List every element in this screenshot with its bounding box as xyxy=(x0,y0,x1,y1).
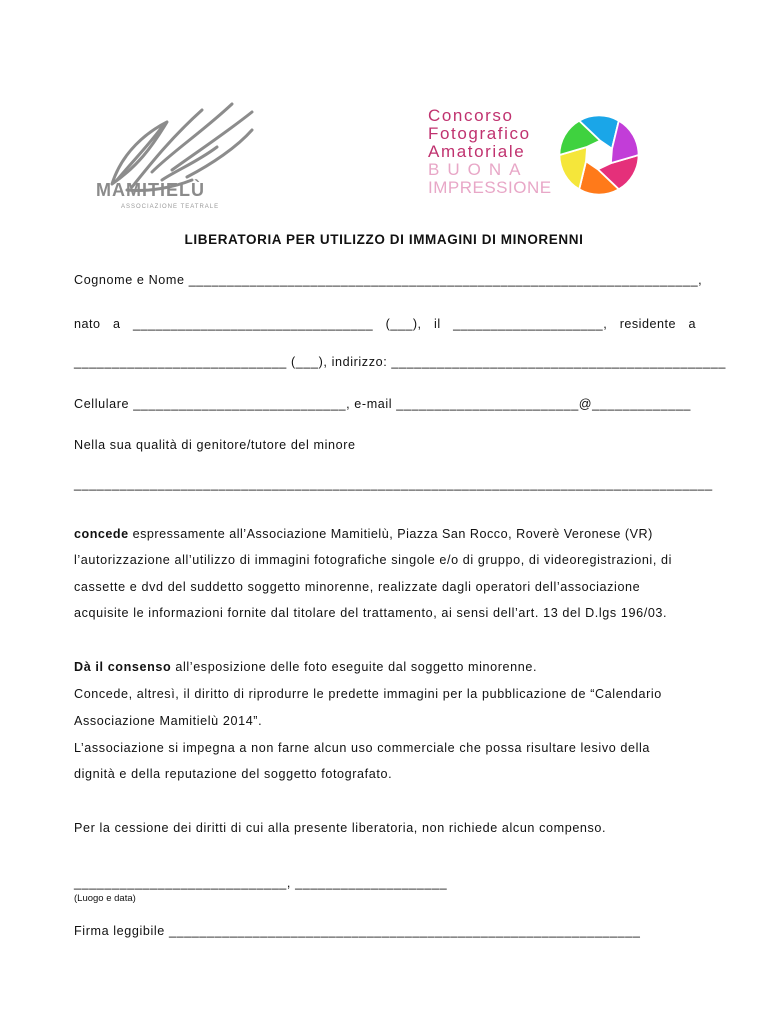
aperture-center xyxy=(587,143,610,166)
name-field-line: Cognome e Nome ___________________________________________________________________, xyxy=(74,273,703,287)
paragraph-1-line-4: acquisite le informazioni fornite dal titolare del trattamento, ai sensi dell’art. 13 del D.lgs 196/03. xyxy=(74,606,668,620)
paragraph-3: Per la cessione dei diritti di cui alla presente liberatoria, non richiede alcun compenso. xyxy=(74,821,607,835)
concede-lead: concede xyxy=(74,527,129,541)
paragraph-2-line-5: dignità e della reputazione del soggetto fotografato. xyxy=(74,767,393,781)
minor-name-field-line: ____________________________________________________________________________________ xyxy=(74,477,713,491)
paragraph-2-line-3: Associazione Mamitielù 2014”. xyxy=(74,714,263,728)
mamitielu-logo-subtitle: ASSOCIAZIONE TEATRALE xyxy=(121,204,220,210)
phone-email-field-line: Cellulare ____________________________, e-mail ________________________@_____________ xyxy=(74,397,692,411)
contest-logo-line-1: Concorso xyxy=(428,106,514,125)
contest-logo-line-3: Amatoriale xyxy=(428,142,526,161)
signature-field-line: Firma leggibile ______________________________________________________________ xyxy=(74,924,641,938)
paragraph-2-line-4: L’associazione si impegna a non farne alcun uso commerciale che possa risultare lesivo della xyxy=(74,741,651,755)
paragraph-2-line-2: Concede, altresì, il diritto di riprodurre le predette immagini per la pubblicazione de “Calendario xyxy=(74,687,662,701)
paragraph-2-line-1-text: all’esposizione delle foto eseguite dal soggetto minorenne. xyxy=(171,660,538,674)
paragraph-1-line-2: l’autorizzazione all’utilizzo di immagini fotografiche singole e/o di gruppo, di videoregistrazioni, di xyxy=(74,553,673,567)
birth-field-part: il xyxy=(434,317,441,331)
birth-field-line xyxy=(74,317,696,331)
place-date-label: (Luogo e data) xyxy=(74,893,136,904)
birth-field-part: a xyxy=(688,317,696,331)
paragraph-1-line-1 xyxy=(74,527,696,541)
paragraph-2-line-1 xyxy=(74,660,537,674)
birth-field-part: residente xyxy=(619,317,676,331)
consent-lead: Dà il consenso xyxy=(74,660,172,674)
birth-field-part: nato xyxy=(74,317,101,331)
camera-aperture-icon xyxy=(554,110,644,200)
contest-logo-line-2: Fotografico xyxy=(428,124,531,143)
place-date-field-line: ____________________________, ____________________ xyxy=(74,876,448,890)
guardian-label: Nella sua qualità di genitore/tutore del minore xyxy=(74,438,356,452)
address-field-line: ____________________________ (___), indirizzo: ____________________________________________ xyxy=(74,355,726,369)
contest-logo-line-4: BUONA xyxy=(428,160,529,179)
contest-logo-line-5: IMPRESSIONE xyxy=(428,178,552,197)
paragraph-1-line-1-text: espressamente all’Associazione Mamitielù, Piazza San Rocco, Roverè Veronese (VR) xyxy=(132,527,653,541)
contest-logo-text xyxy=(428,107,552,197)
document-title: LIBERATORIA PER UTILIZZO DI IMMAGINI DI MINORENNI xyxy=(184,232,584,247)
mamitielu-logo-name: MAMITIELÙ xyxy=(96,180,205,200)
birth-field-part: ________________________________ xyxy=(133,317,374,331)
birth-field-part: ____________________, xyxy=(453,317,608,331)
birth-field-part: (___), xyxy=(385,317,422,331)
paragraph-1-line-3: cassette e dvd del suddetto soggetto minorenne, realizzate dagli operatori dell’associazione xyxy=(74,580,641,594)
birth-field-part: a xyxy=(113,317,121,331)
